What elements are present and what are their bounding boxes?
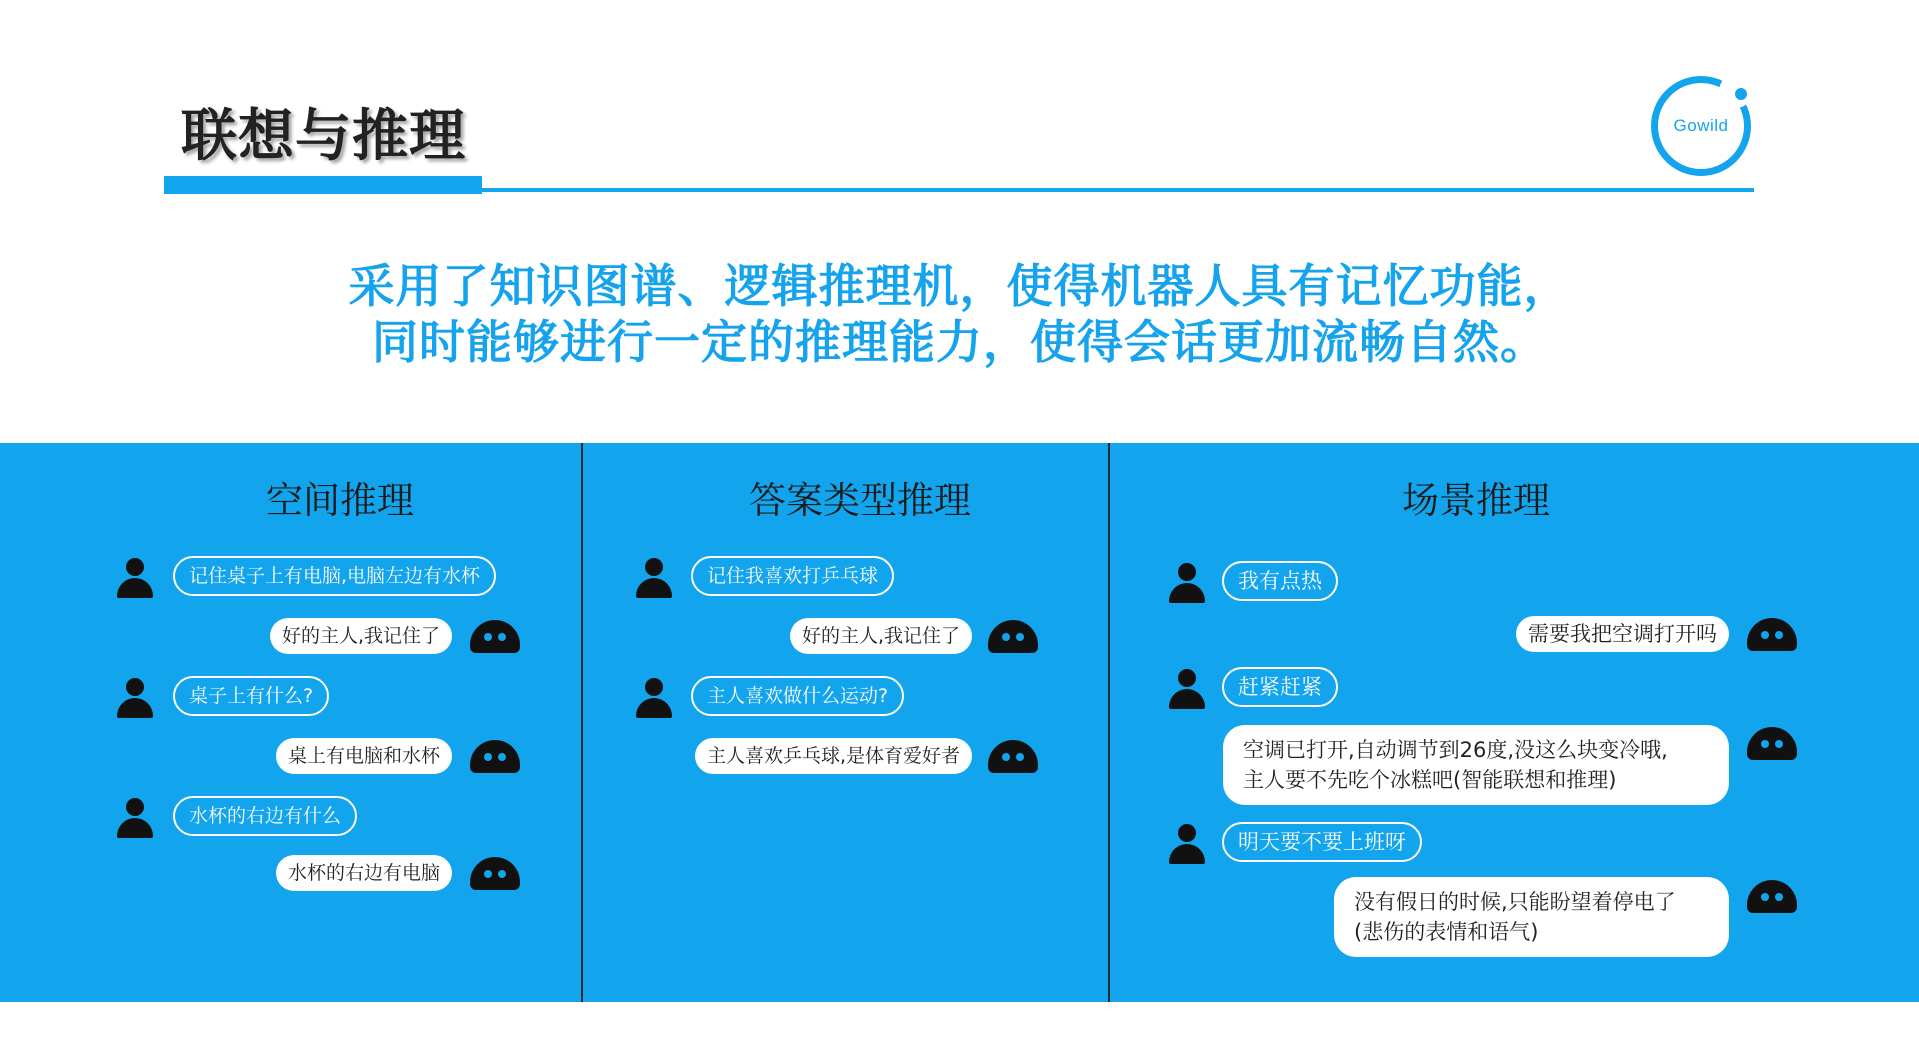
- user-icon: [117, 678, 153, 718]
- robot-message: 主人喜欢乒乓球,是体育爱好者: [695, 738, 972, 774]
- user-icon: [1169, 563, 1205, 603]
- robot-message-line: 空调已打开,自动调节到26度,没这么块变冷哦,: [1243, 738, 1668, 762]
- user-message: 赶紧赶紧: [1222, 667, 1338, 707]
- user-icon: [636, 678, 672, 718]
- robot-message: 好的主人,我记住了: [270, 618, 452, 654]
- user-icon: [117, 558, 153, 598]
- user-message: 明天要不要上班呀: [1222, 822, 1422, 862]
- column-divider: [1108, 443, 1110, 1002]
- column-title-answer-type: 答案类型推理: [749, 479, 971, 522]
- user-icon: [117, 798, 153, 838]
- robot-message-line: 主人要不先吃个冰糕吧(智能联想和推理): [1243, 768, 1617, 792]
- robot-icon: [988, 740, 1038, 773]
- robot-message-line: (悲伤的表情和语气): [1354, 920, 1539, 944]
- robot-message: 需要我把空调打开吗: [1516, 616, 1729, 652]
- title-underline-rule: [482, 188, 1754, 192]
- robot-message: 桌上有电脑和水杯: [276, 738, 452, 774]
- robot-icon: [470, 857, 520, 890]
- column-divider: [581, 443, 583, 1002]
- column-title-scenario: 场景推理: [1402, 479, 1550, 522]
- logo-text: Gowild: [1673, 116, 1729, 135]
- robot-message-line: 没有假日的时候,只能盼望着停电了: [1354, 890, 1676, 914]
- user-message: 记住桌子上有电脑,电脑左边有水杯: [173, 556, 496, 596]
- user-message: 桌子上有什么?: [173, 676, 329, 716]
- user-icon: [1169, 669, 1205, 709]
- robot-icon: [470, 740, 520, 773]
- robot-icon: [1747, 618, 1797, 651]
- robot-message: 水杯的右边有电脑: [276, 855, 452, 891]
- robot-message-multiline: [1334, 877, 1729, 957]
- user-message: 记住我喜欢打乒乓球: [691, 556, 894, 596]
- user-message: 主人喜欢做什么运动?: [691, 676, 904, 716]
- user-message: 水杯的右边有什么: [173, 796, 357, 836]
- robot-message: 好的主人,我记住了: [790, 618, 972, 654]
- title-underline-accent: [164, 176, 482, 194]
- gowild-logo: [1651, 76, 1751, 176]
- robot-icon: [988, 620, 1038, 653]
- user-message: 我有点热: [1222, 561, 1338, 601]
- robot-icon: [1747, 880, 1797, 913]
- robot-icon: [470, 620, 520, 653]
- headline-line-1: 采用了知识图谱、逻辑推理机，使得机器人具有记忆功能，: [348, 259, 1571, 313]
- robot-message-multiline: [1223, 725, 1729, 805]
- user-icon: [1169, 824, 1205, 864]
- robot-icon: [1747, 727, 1797, 760]
- column-title-spatial: 空间推理: [266, 479, 414, 522]
- headline-line-2: 同时能够进行一定的推理能力，使得会话更加流畅自然。: [372, 315, 1547, 369]
- user-icon: [636, 558, 672, 598]
- slide-title: 联想与推理: [181, 104, 466, 169]
